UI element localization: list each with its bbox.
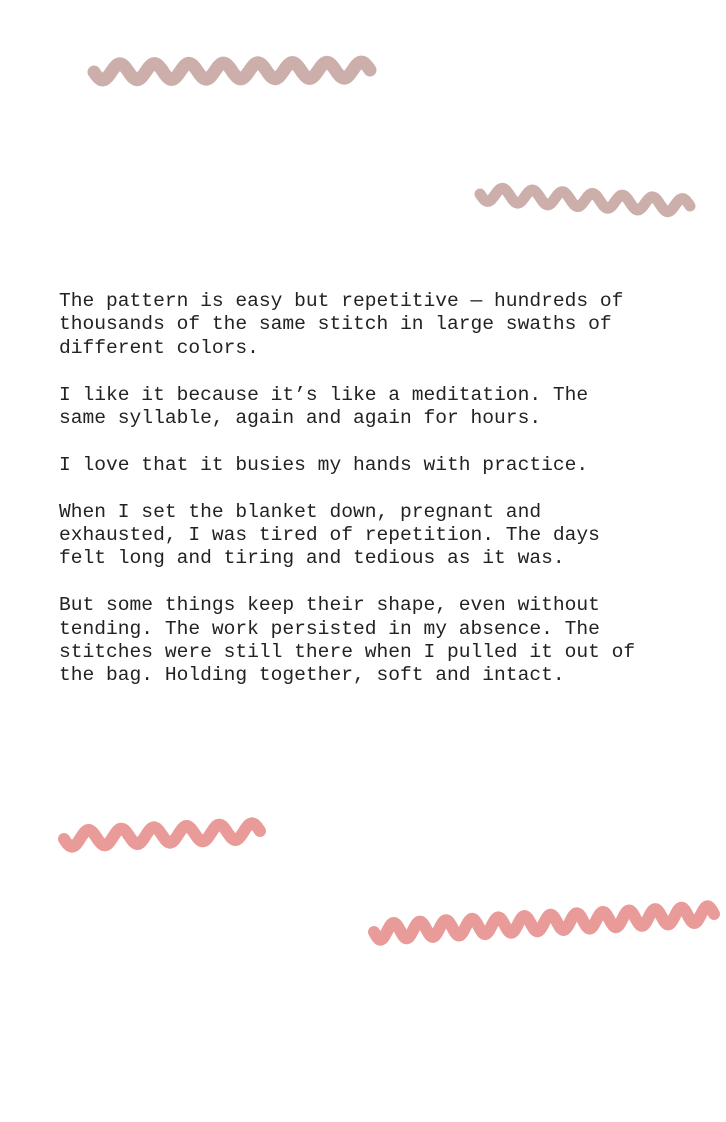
squiggle-top-right bbox=[468, 170, 708, 230]
paragraph: But some things keep their shape, even without tending. The work persisted in my absence. The stitches were still there when I pulled it out of the bag. Holding together, soft and intact. bbox=[59, 594, 636, 687]
paragraph: The pattern is easy but repetitive — hundreds of thousands of the same stitch in large swaths of different colors. bbox=[59, 290, 624, 359]
squiggle-bottom-left bbox=[52, 805, 277, 865]
paragraph: I love that it busies my hands with practice. bbox=[59, 453, 589, 476]
paragraph: I like it because it’s like a meditation. The same syllable, again and again for hours. bbox=[59, 383, 589, 430]
body-text bbox=[59, 290, 699, 688]
squiggle-bottom-right bbox=[362, 890, 726, 955]
paragraph: When I set the blanket down, pregnant and exhausted, I was tired of repetition. The days felt long and tiring and tedious as it was. bbox=[59, 500, 600, 570]
squiggle-top-left bbox=[80, 42, 390, 112]
